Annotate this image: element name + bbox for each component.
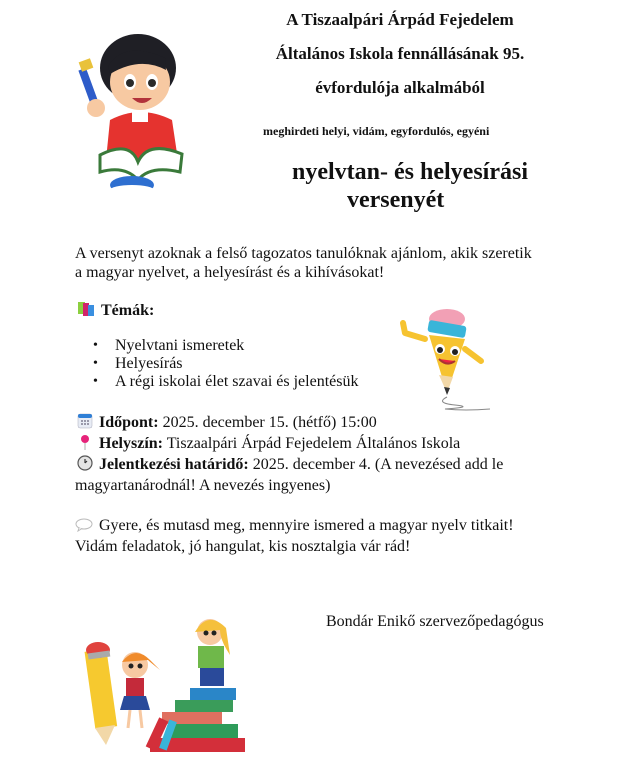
calendar-icon xyxy=(77,413,93,434)
pushpin-icon xyxy=(77,434,93,455)
invite-line-2: Vidám feladatok, jó hangulat, kis nosztalgia vár rád! xyxy=(75,538,411,555)
boy-reading-illustration xyxy=(70,20,200,200)
intro-line-1: A versenyt azoknak a felső tagozatos tanulóknak ajánlom, akik szeretik xyxy=(75,245,532,262)
topics-heading xyxy=(77,301,154,322)
location-label: Helyszín: xyxy=(99,435,163,452)
speech-bubble-icon xyxy=(75,518,93,537)
kids-books-illustration xyxy=(80,610,255,755)
topic-item: • A régi iskolai élet szavai és jelentésük xyxy=(93,373,358,391)
books-icon xyxy=(77,301,95,322)
date-label: Időpont: xyxy=(99,414,159,431)
header-line-1: A Tiszaalpári Árpád Fejedelem xyxy=(286,10,514,29)
intro-line-2: a magyar nyelvet, a helyesírást és a kihívásokat! xyxy=(75,264,385,281)
topics-heading-label: Témák: xyxy=(101,302,155,319)
date-row xyxy=(77,413,597,434)
header-line-2: Általános Iskola fennállásának 95. xyxy=(275,44,525,63)
invite-line-1-row xyxy=(75,516,605,537)
competition-title-line-2: versenyét xyxy=(347,187,445,213)
details-section xyxy=(77,413,597,495)
location-row xyxy=(77,434,597,455)
competition-title-line-1: nyelvtan- és helyesírási xyxy=(292,159,528,185)
header-line-3: évfordulója alkalmából xyxy=(315,78,485,97)
date-value: 2025. december 15. (hétfő) 15:00 xyxy=(162,414,377,431)
topic-item: • Nyelvtani ismeretek xyxy=(93,337,358,355)
invite-paragraph xyxy=(75,516,605,556)
clock-icon xyxy=(77,455,93,476)
intro-paragraph xyxy=(75,244,595,282)
signature: Bondár Enikő szervezőpedagógus xyxy=(326,613,544,630)
topics-list xyxy=(93,337,358,391)
deadline-label: Jelentkezési határidő: xyxy=(99,456,249,473)
topic-item: • Helyesírás xyxy=(93,355,358,373)
announcement-text: meghirdeti helyi, vidám, egyfordulós, egyéni xyxy=(263,124,490,138)
deadline-row xyxy=(77,455,597,476)
deadline-value-line-2: magyartanárodnál! A nevezés ingyenes) xyxy=(75,477,331,494)
pencil-mascot-illustration xyxy=(395,305,495,415)
invite-line-1: Gyere, és mutasd meg, mennyire ismered a magyar nyelv titkait! xyxy=(99,517,514,534)
deadline-value-line-1: 2025. december 4. (A nevezésed add le xyxy=(252,456,504,473)
location-value: Tiszaalpári Árpád Fejedelem Általános Iskola xyxy=(166,435,461,452)
